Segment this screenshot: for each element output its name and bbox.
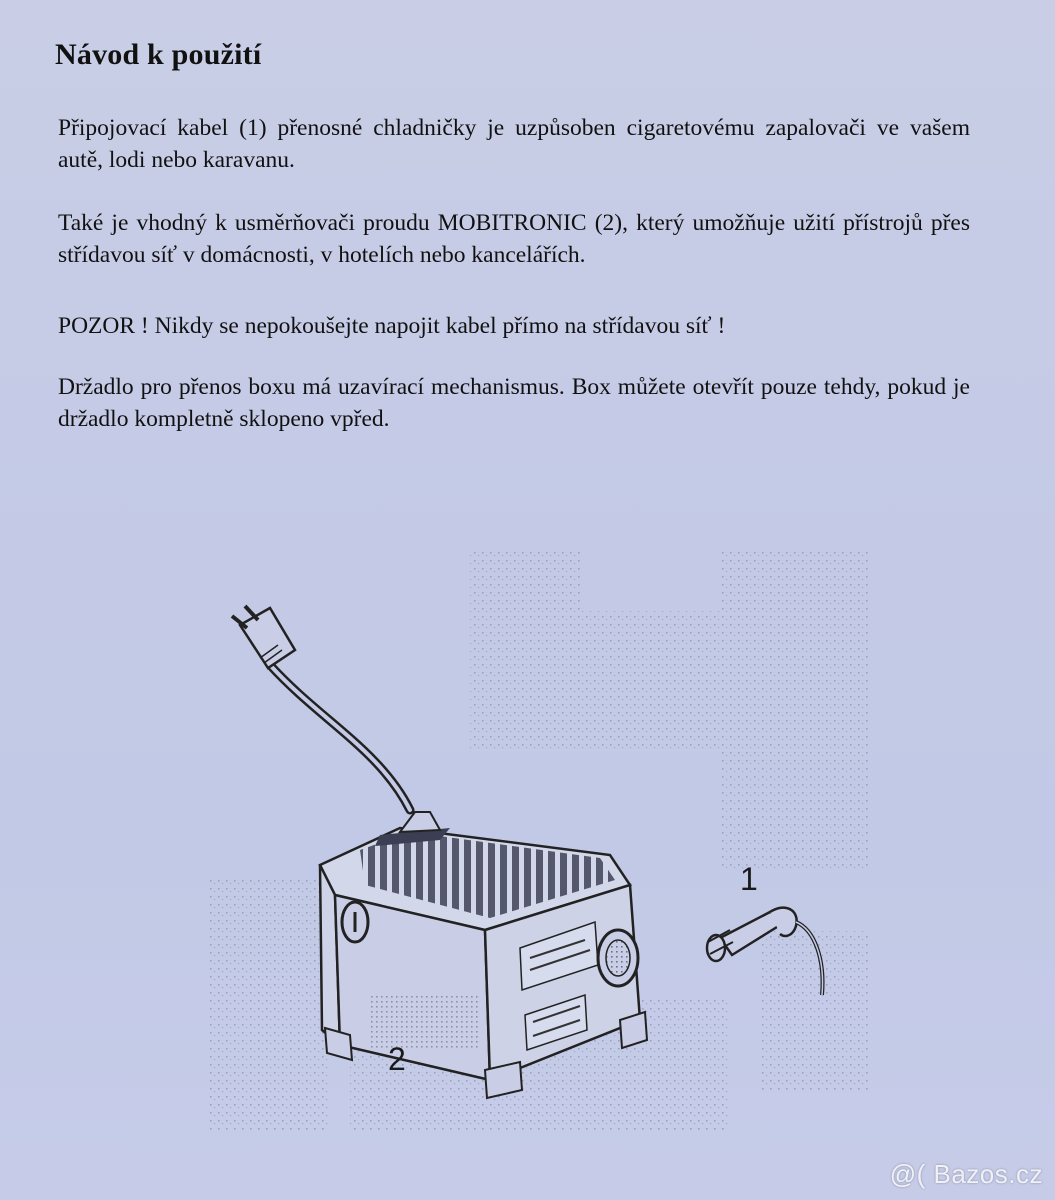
watermark-logo: @( Bazos.cz (889, 1159, 1043, 1189)
label-rectifier: 2 (388, 1041, 406, 1077)
paragraph-warning: POZOR ! Nikdy se nepokoušejte napojit kabel přímo na střídavou síť ! (58, 313, 726, 339)
paragraph-cable: Připojovací kabel (1) přenosné chladničky je uzpůsoben cigaretovému zapalovači ve vašem autě, lodi nebo karavanu. (58, 115, 970, 173)
page-title: Návod k použití (55, 38, 262, 71)
rectifier-illustration (200, 550, 880, 1150)
label-cable: 1 (740, 861, 758, 897)
paragraph-rectifier: Také je vhodný k usměrňovači proudu MOBITRONIC (2), který umožňuje užití přístrojů přes střídavou síť v domácnosti, v hotelích nebo kancelářích. (58, 210, 970, 268)
power-cord-icon (232, 606, 410, 810)
paragraph-handle: Držadlo pro přenos boxu má uzavírací mechanismus. Box můžete otevřít pouze tehdy, pokud je držadlo kompletně sklopeno vpřed. (58, 374, 970, 432)
